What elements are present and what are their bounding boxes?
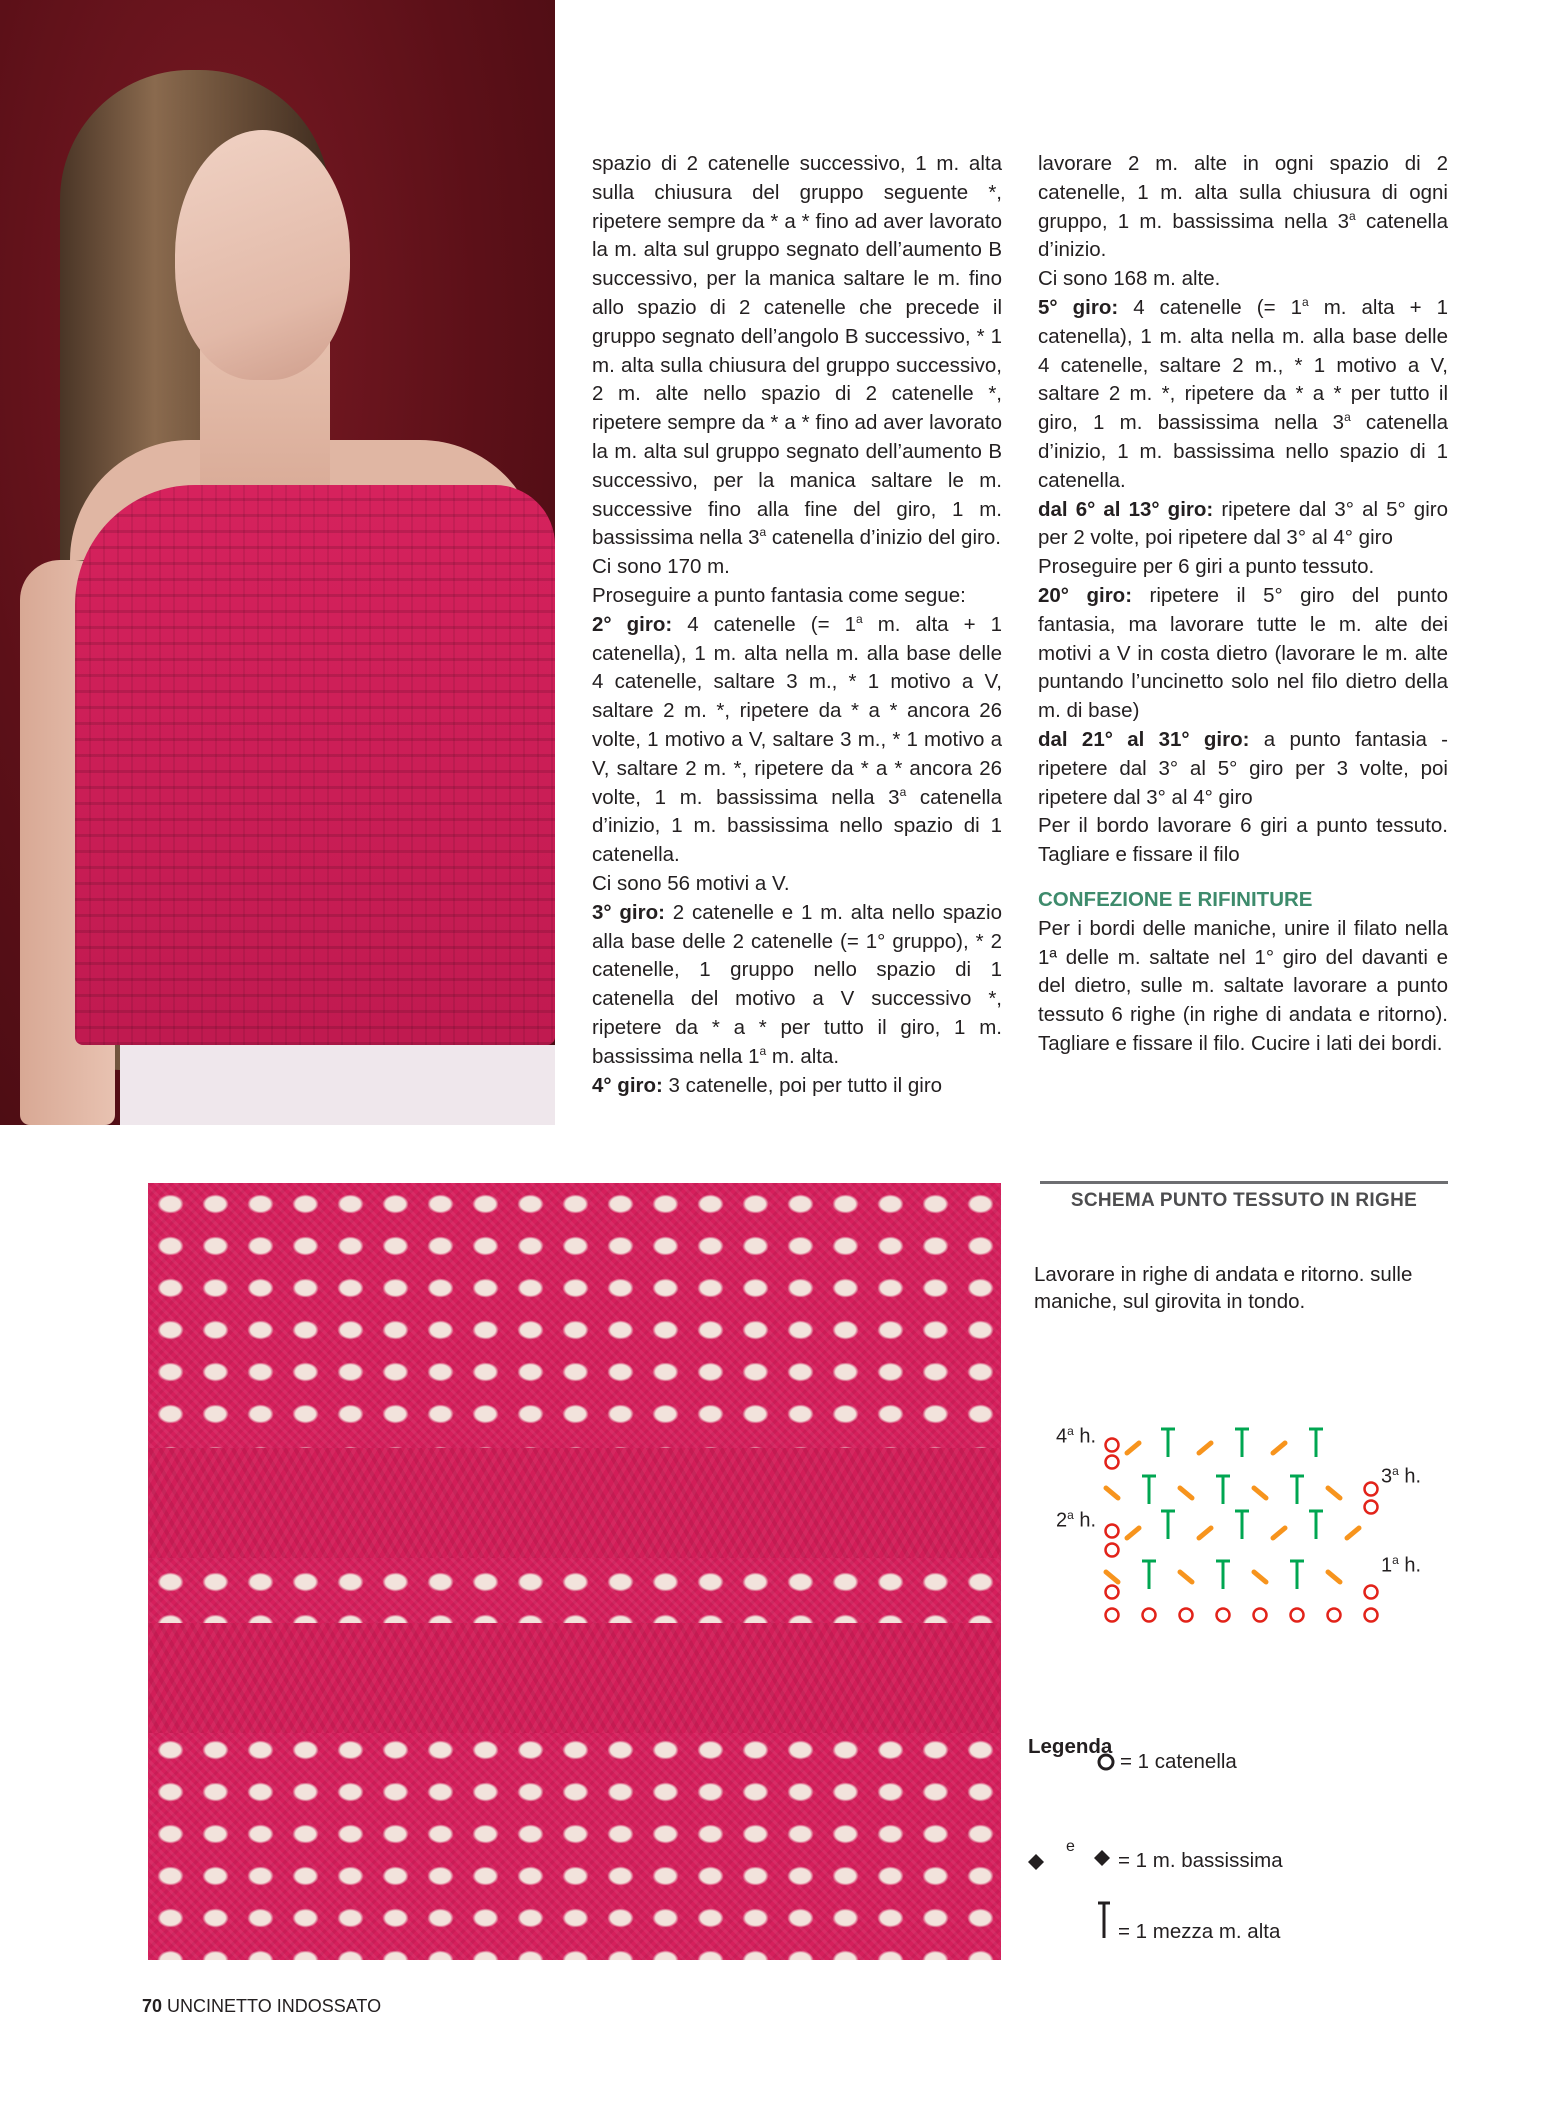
- chain-stitch-mark: [1106, 1609, 1119, 1622]
- slip-stitch-mark: [1199, 1528, 1211, 1538]
- slip-stitch-mark: [1199, 1443, 1211, 1453]
- slip-stitch-left-icon: [1026, 1852, 1046, 1872]
- instruction-paragraph: Ci sono 170 m.: [592, 555, 730, 579]
- chain-stitch-mark: [1106, 1525, 1119, 1538]
- slip-stitch-mark: [1273, 1443, 1285, 1453]
- chain-stitch-mark: [1328, 1609, 1341, 1622]
- legend-slip-joiner: e: [1066, 1838, 1075, 1855]
- slip-stitch-mark: [1347, 1528, 1359, 1538]
- slip-stitch-mark: [1273, 1528, 1285, 1538]
- instruction-paragraph: 3° giro: 2 catenelle e 1 m. alta nello spazio alla base delle 2 catenelle (= 1° gruppo), * 2 catenelle, 1 gruppo nello spazio di 1 catenella del motivo a V successivo *, ripetere da * a * per tutto il giro, 1 m. bassissima nella 1$^a$ m. alta.: [592, 900, 1002, 1068]
- page-number: 70: [142, 1996, 163, 2016]
- slip-stitch-mark: [1328, 1572, 1340, 1582]
- magazine-name: UNCINETTO INDOSSATO: [167, 1996, 382, 2016]
- chain-stitch-mark: [1106, 1586, 1119, 1599]
- instruction-paragraph: Proseguire a punto fantasia come segue:: [592, 583, 966, 607]
- row-label-4: 4$^a$ h.: [1056, 1424, 1097, 1448]
- chain-stitch-mark: [1365, 1501, 1378, 1514]
- slip-stitch-right-icon: [1090, 1848, 1112, 1868]
- chain-stitch-mark: [1254, 1609, 1267, 1622]
- instruction-paragraph: dal 21° al 31° giro: a punto fantasia - ripetere dal 3° al 5° giro per 3 volte, poi ripetere dal 3° al 4° giro: [1038, 727, 1448, 809]
- chart-note: Lavorare in righe di andata e ritorno. sulle maniche, sul girovita in tondo.: [1034, 1263, 1413, 1313]
- slip-stitch-mark: [1127, 1528, 1139, 1538]
- slip-stitch-mark: [1180, 1572, 1192, 1582]
- instruction-paragraph: Ci sono 56 motivi a V.: [592, 871, 790, 895]
- chain-icon: [1096, 1752, 1116, 1772]
- instruction-paragraph: Proseguire per 6 giri a punto tessuto.: [1038, 555, 1375, 579]
- slip-stitch-mark: [1106, 1572, 1118, 1582]
- model-photo: [0, 0, 555, 1125]
- legend-chain: = 1 catenella: [1120, 1750, 1237, 1773]
- chain-stitch-mark: [1143, 1609, 1156, 1622]
- slip-stitch-mark: [1127, 1443, 1139, 1453]
- chart-panel-rule: [1040, 1181, 1448, 1184]
- chain-stitch-mark: [1106, 1544, 1119, 1557]
- chain-stitch-mark: [1291, 1609, 1304, 1622]
- slip-stitch-mark: [1254, 1572, 1266, 1582]
- stitch-chart: [1090, 1405, 1390, 1635]
- page-footer: [142, 1996, 381, 2017]
- instruction-paragraph: lavorare 2 m. alte in ogni spazio di 2 catenelle, 1 m. alta sulla chiusura di ogni gruppo, 1 m. bassissima nella 3$^a$ catenella d’inizio.: [1038, 152, 1449, 262]
- chain-stitch-mark: [1217, 1609, 1230, 1622]
- instructions-right-column: [1038, 150, 1448, 1059]
- chain-stitch-mark: [1106, 1456, 1119, 1469]
- instruction-paragraph: Per il bordo lavorare 6 giri a punto tessuto. Tagliare e fissare il filo: [1038, 814, 1448, 867]
- slip-stitch-mark: [1180, 1488, 1192, 1498]
- instruction-paragraph: 2° giro: 4 catenelle (= $1^a$ m. alta + 1 catenella), 1 m. alta nella m. alla base delle 4 catenelle, saltare 3 m., * 1 motivo a V, saltare 2 m. *, ripetere da * a * ancora 26 volte, 1 motivo a V, saltare 3 m., * 1 motivo a V, saltare 2 m. *, ripetere da * a * ancora 26 volte, 1 m. bassissima nella 3$^a$ catenella d’inizio, 1 m. bassissima nello spazio di 1 catenella.: [592, 611, 1002, 867]
- row-label-2: 2$^a$ h.: [1056, 1508, 1097, 1532]
- chain-stitch-mark: [1180, 1609, 1193, 1622]
- slip-stitch-mark: [1254, 1488, 1266, 1498]
- chart-title: SCHEMA PUNTO TESSUTO IN RIGHE: [1070, 1190, 1418, 1211]
- chain-stitch-mark: [1365, 1609, 1378, 1622]
- slip-stitch-mark: [1328, 1488, 1340, 1498]
- half-double-crochet-icon: [1096, 1900, 1112, 1940]
- finishing-text: Per i bordi delle maniche, unire il filato nella 1ª delle m. saltate nel 1° giro del davanti e del dietro, sulle m. saltate lavorare a punto tessuto 6 righe (in righe di andata e ritorno). Tagliare e fissare il filo. Cucire i lati dei bordi.: [1038, 916, 1448, 1055]
- legend-slip: = 1 m. bassissima: [1118, 1849, 1283, 1872]
- slip-stitch-mark: [1106, 1488, 1118, 1498]
- instruction-paragraph: 5° giro: 4 catenelle (= $1^a$ m. alta + 1 catenella), 1 m. alta nella m. alla base delle 4 catenelle, saltare 2 m., * 1 motivo a V, saltare 2 m. *, ripetere da * a * per tutto il giro, 1 m. bassissima nella 3$^a$ catenella d’inizio, 1 m. bassissima nello spazio di 1 catenella.: [1038, 295, 1448, 492]
- legend-title: Legenda: [1028, 1735, 1113, 1758]
- instruction-paragraph: Ci sono 168 m. alte.: [1038, 267, 1221, 291]
- instruction-paragraph: 4° giro: 3 catenelle, poi per tutto il giro: [592, 1073, 943, 1097]
- instruction-paragraph: spazio di 2 catenelle successivo, 1 m. alta sulla chiusura del gruppo seguente *, ripetere sempre da * a * fino ad aver lavorato la m. alta sul gruppo segnato dell’aumento B successivo, per la manica saltare le m. fino allo spazio di 2 catenelle che precede il gruppo segnato dell’angolo B successivo, * 1 m. alta sulla chiusura del gruppo successivo, 2 m. alte nello spazio di 2 catenelle *, ripetere sempre da * a * fino ad aver lavorato la m. alta sul gruppo segnato dell’aumento B successivo, per la manica saltare le m. successive fino alla fine del giro, 1 m. bassissima nella 3$^a$ catenella d’inizio del giro.: [592, 152, 1002, 550]
- stitch-swatch-photo: [148, 1183, 1001, 1960]
- row-label-1: 1$^a$ h.: [1381, 1553, 1422, 1577]
- row-label-3: 3$^a$ h.: [1381, 1464, 1422, 1488]
- instruction-paragraph: 20° giro: ripetere il 5° giro del punto fantasia, ma lavorare tutte le m. alte dei motivi a V in costa dietro (lavorare le m. alte puntando l’uncinetto solo nel filo dietro della m. di base): [1038, 583, 1448, 723]
- legend-hdc: = 1 mezza m. alta: [1118, 1920, 1281, 1943]
- chain-stitch-mark: [1365, 1586, 1378, 1599]
- finishing-heading: CONFEZIONE E RIFINITURE: [1038, 887, 1313, 911]
- instruction-paragraph: dal 6° al 13° giro: ripetere dal 3° al 5° giro per 2 volte, poi ripetere dal 3° al 4° giro: [1038, 497, 1448, 550]
- chain-stitch-mark: [1365, 1483, 1378, 1496]
- instructions-left-column: [592, 150, 1002, 1100]
- chain-stitch-mark: [1106, 1439, 1119, 1452]
